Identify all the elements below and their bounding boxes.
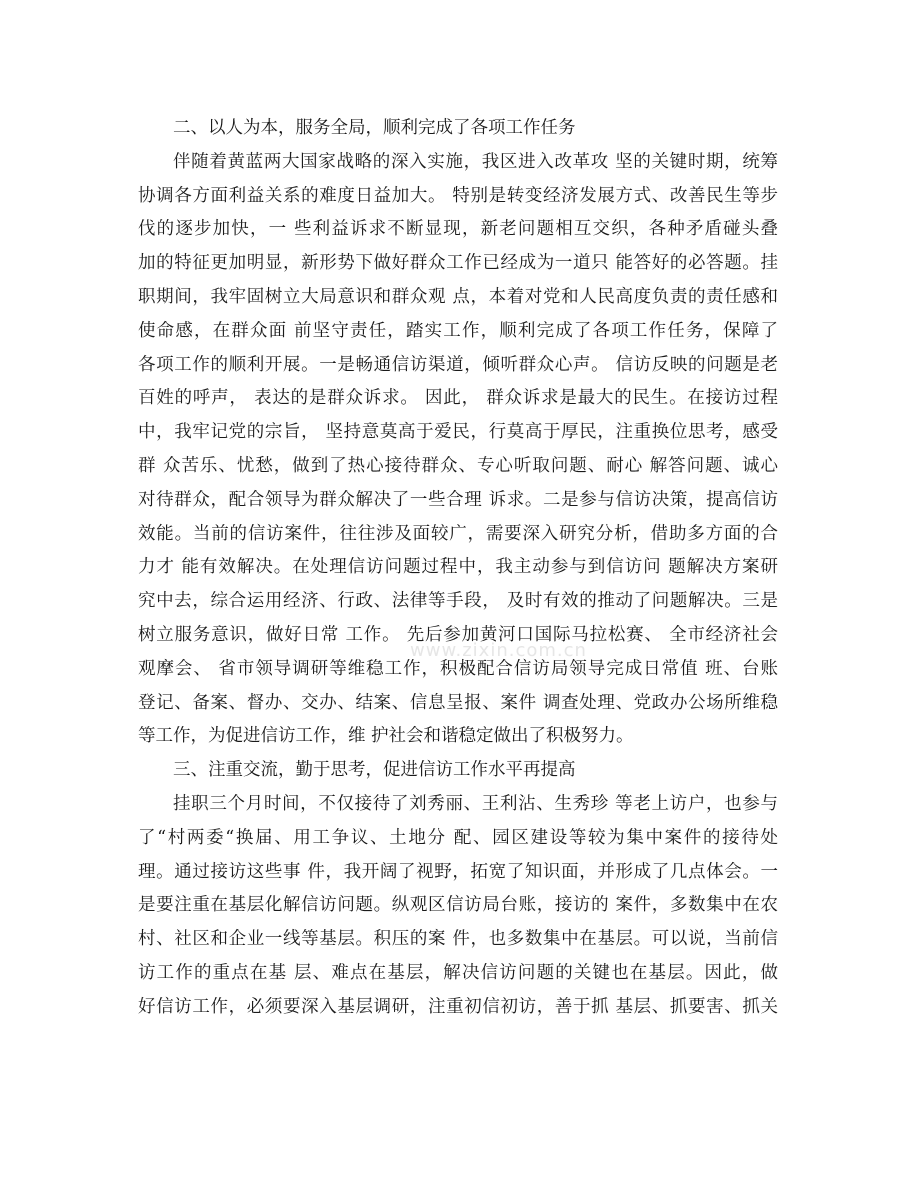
paragraph-line: 观摩会、 省市领导调研等维稳工作，积极配合信访局领导完成日常值 班、台账 — [138, 658, 778, 679]
section-heading-2: 二、以人为本，服务全局，顺利完成了各项工作任务 — [173, 118, 576, 138]
paragraph-line: 中，我牢记党的宗旨， 坚持意莫高于爱民，行莫高于厚民，注重换位思考，感受 — [138, 422, 778, 443]
paragraph-line: 等工作，为促进信访工作，维 护社会和谐稳定做出了积极努力。 — [138, 726, 634, 747]
paragraph-line: 伴随着黄蓝两大国家战略的深入实施，我区进入改革攻 坚的关键时期，统筹 — [173, 151, 778, 172]
paragraph-line: 效能。当前的信访案件，往往涉及面较广，需要深入研究分析，借助多方面的合 — [138, 523, 778, 544]
watermark: www.zixin.com.cn — [410, 640, 587, 661]
paragraph-line: 职期间，我牢固树立大局意识和群众观 点，本着对党和人民高度负责的责任感和 — [138, 286, 778, 307]
paragraph-line: 村、社区和企业一线等基层。积压的案 件，也多数集中在基层。可以说，当前信 — [138, 929, 778, 950]
section-heading-3: 三、注重交流，勤于思考，促进信访工作水平再提高 — [173, 760, 576, 781]
paragraph-line: 百姓的呼声， 表达的是群众诉求。 因此， 群众诉求是最大的民生。在接访过程 — [138, 388, 778, 409]
paragraph-line: 好信访工作，必须要深入基层调研，注重初信初访，善于抓 基层、抓要害、抓关 — [138, 996, 778, 1017]
paragraph-line: 究中去，综合运用经济、行政、法律等手段， 及时有效的推动了问题解决。三是 — [138, 591, 778, 612]
paragraph-line: 树立服务意识，做好日常 工作。 先后参加黄河口国际马拉松赛、 全市经济社会 — [138, 624, 778, 645]
paragraph-line: 使命感，在群众面 前坚守责任，踏实工作，顺利完成了各项工作任务，保障了 — [138, 320, 778, 341]
paragraph-line: 对待群众，配合领导为群众解决了一些合理 诉求。二是参与信访决策，提高信访 — [138, 489, 778, 510]
paragraph-line: 登记、备案、督办、交办、结案、信息呈报、案件 调查处理、党政办公场所维稳 — [138, 692, 778, 713]
paragraph-line: 协调各方面利益关系的难度日益加大。 特别是转变经济发展方式、改善民生等步 — [138, 185, 778, 206]
paragraph-line: 各项工作的顺利开展。一是畅通信访渠道，倾听群众心声。 信访反映的问题是老 — [138, 354, 778, 375]
paragraph-line: 了“村两委“换届、用工争议、土地分 配、园区建设等较为集中案件的接待处 — [138, 827, 778, 848]
paragraph-line: 力才 能有效解决。在处理信访问题过程中，我主动参与到信访问 题解决方案研 — [138, 557, 778, 578]
paragraph-line: 是要注重在基层化解信访问题。纵观区信访局台账，接访的 案件，多数集中在农 — [138, 895, 778, 916]
paragraph-line: 加的特征更加明显，新形势下做好群众工作已经成为一道只 能答好的必答题。挂 — [138, 253, 778, 274]
paragraph-line: 伐的逐步加快，一 些利益诉求不断显现，新老问题相互交织，各种矛盾碰头叠 — [138, 219, 778, 240]
document-body — [138, 112, 778, 1025]
paragraph-line: 挂职三个月时间，不仅接待了刘秀丽、王利沾、生秀珍 等老上访户，也参与 — [173, 793, 778, 814]
paragraph-line: 群 众苦乐、忧愁，做到了热心接待群众、专心听取问题、耐心 解答问题、诚心 — [138, 455, 778, 476]
paragraph-line: 理。通过接访这些事 件，我开阔了视野，拓宽了知识面，并形成了几点体会。一 — [138, 861, 778, 882]
paragraph-line: 访工作的重点在基 层、难点在基层，解决信访问题的关键也在基层。因此，做 — [138, 962, 778, 983]
